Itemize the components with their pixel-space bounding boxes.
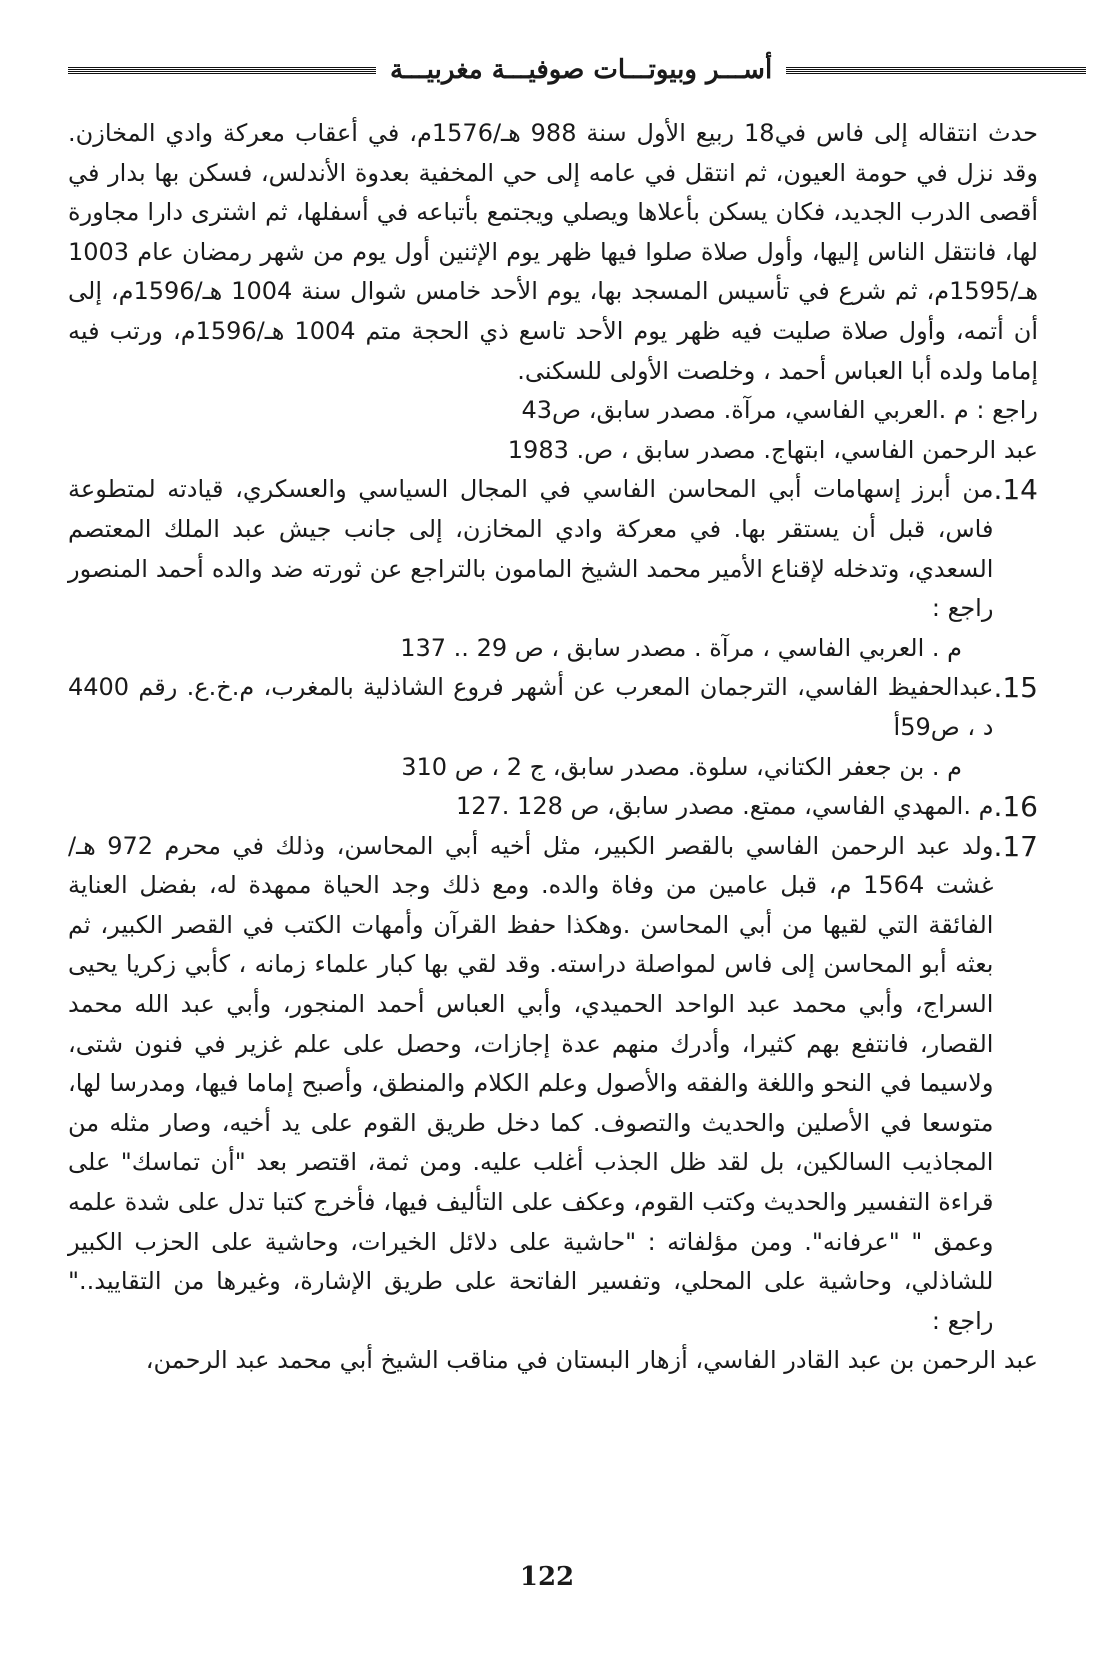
intro-citation-1: راجع : م .العربي الفاسي، مرآة. مصدر سابق، ص43 — [521, 396, 1038, 425]
running-header — [68, 48, 1038, 92]
footnote-text: من أبرز إسهامات أبي المحاسن الفاسي في المجال السياسي والعسكري، قيادته لمتطوعة فاس، قبل أن يستقر بها. في معركة وادي المخازن، إلى جانب جيش عبد الملك المعتصم السعدي، وتدخله لإقناع الأمير محمد الشيخ المامون بالتراجع عن ثورته ضد والده أحمد المنصور راجع : — [68, 475, 994, 623]
footnote-citation: م . العربي الفاسي ، مرآة . مصدر سابق ، ص 29 .. 137 — [400, 633, 962, 662]
footnote-number: 16. — [993, 790, 1038, 824]
header-title: أســـر وبيوتـــات صوفيـــة مغربيـــة — [390, 55, 773, 85]
page-number: 122 — [519, 1562, 575, 1592]
footnote-number: 17. — [993, 829, 1038, 863]
intro-paragraph: حدث انتقاله إلى فاس في18 ربيع الأول سنة 988 هـ/1576م، في أعقاب معركة وادي المخازن. وقد نزل في حومة العيون، ثم انتقل في عامه إلى حي المخفية بعدوة الأندلس، فسكن بها بدار في أقصى الدرب الجديد، فكان يسكن بأعلاها ويصلي ويجتمع بأتباعه في أسفلها، ثم اشترى دارا مجاورة لها، فانتقل الناس إليها، وأول صلاة صلوا فيها ظهر يوم الإثنين أول يوم من شهر رمضان عام 1003 هـ/1595م، ثم شرع في تأسيس المسجد بها، يوم الأحد خامس شوال سنة 1004 هـ/1596م، إلى أن أتمه، وأول صلاة صليت فيه ظهر يوم الأحد تاسع ذي الحجة متم 1004 هـ/1596م، ورتب فيه إماما ولده أبا العباس أحمد ، وخلصت الأولى للسكنى. — [68, 119, 1039, 385]
footnote-number: 15. — [993, 671, 1038, 705]
footnote-15 — [68, 668, 1038, 747]
header-rule-left — [68, 67, 376, 74]
footnote-number: 14. — [993, 473, 1038, 507]
footnote-text: ولد عبد الرحمن الفاسي بالقصر الكبير، مثل أخيه أبي المحاسن، وذلك في محرم 972 هـ/غشت 1564 م، قبل عامين من وفاة والده. ومع ذلك وجد الحياة ممهدة له، بفضل العناية الفائقة التي لقيها من أبي المحاسن .وهكذا حفظ القرآن وأمهات الكتب في القصر الكبير، ثم بعثه أبو المحاسن إلى فاس لمواصلة دراسته. وقد لقي بها كبار علماء زمانه ، كأبي زكريا يحيى السراج، وأبي محمد عبد الواحد الحميدي، وأبي العباس أحمد المنجور، وأبي عبد الله محمد القصار، فانتفع بهم كثيرا، وأدرك منهم عدة إجازات، وحصل على علم غزير في فنون شتى، ولاسيما في النحو واللغة والفقه والأصول وعلم الكلام والمنطق، وأصبح إماما فيها، ومدرسا لها، متوسعا في الأصلين والحديث والتصوف. كما دخل طريق القوم على يد أخيه، وصار مثله من المجاذيب السالكين، بل لقد ظل الجذب أغلب عليه. ومن ثمة، اقتصر بعد "أن تماسك" على قراءة التفسير والحديث وكتب القوم، وعكف على التأليف فيها، فأخرج كتبا تدل على شدة علمه وعمق " "عرفانه". ومن مؤلفاته : "حاشية على دلائل الخيرات، وحاشية على الحزب الكبير للشاذلي، وحاشية على المحلي، وتفسير الفاتحة على طريق الإشارة، وغيرها من التقاييد.." راجع : — [68, 831, 994, 1335]
header-rule-right — [786, 67, 1086, 74]
footnote-16 — [68, 787, 1038, 827]
footnote-text: م .المهدي الفاسي، ممتع. مصدر سابق، ص 128 .127 — [455, 792, 994, 821]
intro-citation-2: عبد الرحمن الفاسي، ابتهاج. مصدر سابق ، ص. 1983 — [507, 435, 1038, 464]
footnote-citation: م . بن جعفر الكتاني، سلوة. مصدر سابق، ج 2 ، ص 310 — [401, 752, 962, 781]
footnote-14 — [68, 470, 1038, 628]
footnote-citation: عبد الرحمن بن عبد القادر الفاسي، أزهار البستان في مناقب الشيخ أبي محمد عبد الرحمن، — [145, 1346, 1038, 1375]
footnote-text: عبدالحفيظ الفاسي، الترجمان المعرب عن أشهر فروع الشاذلية بالمغرب، م.خ.ع. رقم 4400 د ، ص59أ — [68, 673, 994, 741]
page-body — [68, 114, 1038, 1381]
footnote-17 — [68, 827, 1038, 1342]
